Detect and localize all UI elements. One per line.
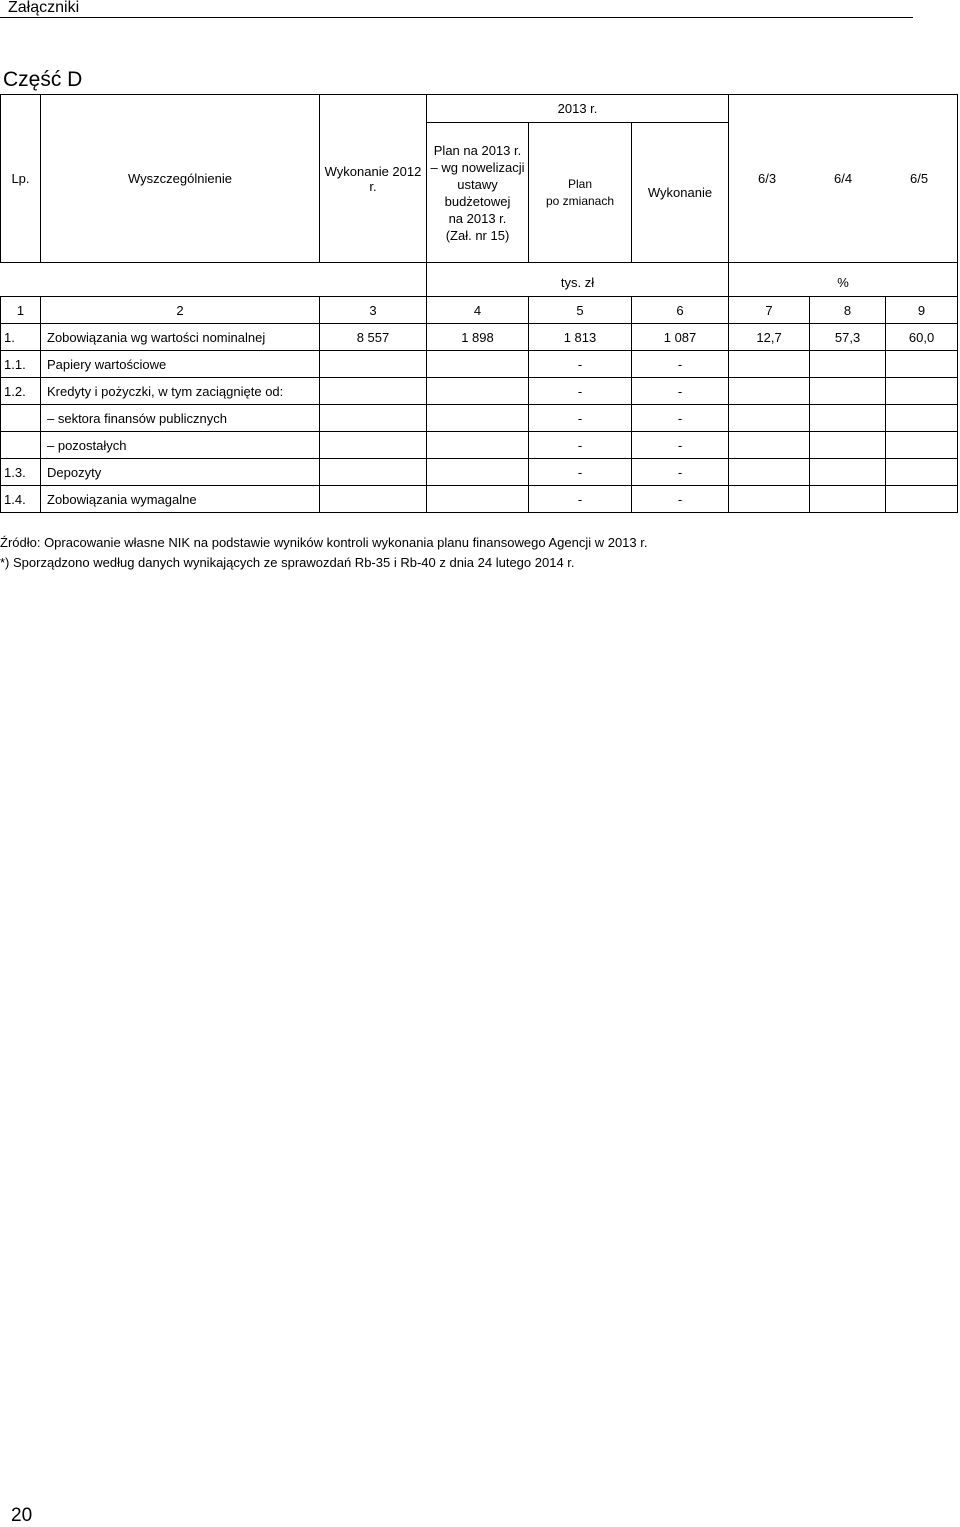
row-lp <box>1 432 41 459</box>
table-row <box>1 432 958 459</box>
row-value: - <box>529 486 632 513</box>
header-ratio-6-3: 6/3 <box>757 171 777 186</box>
row-value: - <box>529 432 632 459</box>
row-value: - <box>529 378 632 405</box>
section-title: Część D <box>3 68 83 91</box>
row-value <box>320 459 427 486</box>
row-value: 12,7 <box>729 324 810 351</box>
row-description: Papiery wartościowe <box>41 351 320 378</box>
row-value: 1 087 <box>632 324 729 351</box>
row-value <box>320 486 427 513</box>
table-row <box>1 378 958 405</box>
col-number-3: 3 <box>320 297 427 324</box>
page-header-title: Załączniki <box>8 0 80 16</box>
row-value: 1 813 <box>529 324 632 351</box>
page-number: 20 <box>11 1505 33 1526</box>
row-value <box>427 459 529 486</box>
row-value <box>810 432 886 459</box>
row-value <box>810 351 886 378</box>
header-plan-2013 <box>427 123 529 263</box>
row-value <box>427 486 529 513</box>
row-value <box>729 459 810 486</box>
header-plan-line: ustawy <box>457 176 498 192</box>
row-lp: 1. <box>1 324 41 351</box>
header-lp: Lp. <box>1 95 41 263</box>
header-description: Wyszczególnienie <box>41 95 320 263</box>
row-lp <box>1 405 41 432</box>
header-plan-line: Plan na 2013 r. <box>433 142 522 158</box>
header-plan-after-line: Plan <box>567 176 593 191</box>
table-row <box>1 405 958 432</box>
unit-thousand-pln: tys. zł <box>427 263 729 297</box>
row-value <box>886 432 958 459</box>
header-plan-line: budżetowej <box>444 193 511 209</box>
col-number-1: 1 <box>1 297 41 324</box>
header-divider <box>0 17 913 18</box>
row-value <box>886 405 958 432</box>
row-value: - <box>529 405 632 432</box>
row-value <box>729 378 810 405</box>
liabilities-table <box>0 94 958 513</box>
header-ratio-6-5: 6/5 <box>909 171 929 186</box>
col-number-9: 9 <box>886 297 958 324</box>
row-value <box>729 405 810 432</box>
row-value: - <box>632 432 729 459</box>
row-description: – pozostałych <box>41 432 320 459</box>
footnote: *) Sporządzono według danych wynikających ze sprawozdań Rb-35 i Rb-40 z dnia 24 lutego 2014 r. <box>0 555 575 570</box>
row-lp: 1.2. <box>1 378 41 405</box>
header-ratio-6-4: 6/4 <box>833 171 853 186</box>
col-number-6: 6 <box>632 297 729 324</box>
row-value <box>729 432 810 459</box>
row-value: 60,0 <box>886 324 958 351</box>
row-value <box>886 378 958 405</box>
row-value <box>810 486 886 513</box>
header-plan-after-line: po zmianach <box>545 193 615 208</box>
row-description: Depozyty <box>41 459 320 486</box>
row-description: – sektora finansów publicznych <box>41 405 320 432</box>
header-plan-after-changes <box>529 123 632 263</box>
row-value: - <box>529 459 632 486</box>
row-value <box>729 351 810 378</box>
row-value <box>320 378 427 405</box>
row-value <box>810 405 886 432</box>
row-value <box>729 486 810 513</box>
row-lp: 1.1. <box>1 351 41 378</box>
unit-percent: % <box>729 263 958 297</box>
header-ratios <box>729 95 958 263</box>
row-description: Zobowiązania wg wartości nominalnej <box>41 324 320 351</box>
row-lp: 1.3. <box>1 459 41 486</box>
row-value <box>427 405 529 432</box>
table-row <box>1 351 958 378</box>
row-value <box>320 351 427 378</box>
row-value <box>886 351 958 378</box>
col-number-8: 8 <box>810 297 886 324</box>
row-value <box>427 351 529 378</box>
row-value <box>886 486 958 513</box>
row-value: 57,3 <box>810 324 886 351</box>
col-number-2: 2 <box>41 297 320 324</box>
row-value <box>320 405 427 432</box>
header-plan-line: na 2013 r. <box>448 210 507 226</box>
row-value <box>427 378 529 405</box>
row-description: Kredyty i pożyczki, w tym zaciągnięte od: <box>41 378 320 405</box>
row-value <box>320 432 427 459</box>
header-execution-2013: Wykonanie <box>632 123 729 263</box>
row-value: 1 898 <box>427 324 529 351</box>
row-value: - <box>632 378 729 405</box>
table-row <box>1 459 958 486</box>
row-value: 8 557 <box>320 324 427 351</box>
table-row <box>1 486 958 513</box>
header-year: 2013 r. <box>427 95 729 123</box>
row-lp: 1.4. <box>1 486 41 513</box>
header-plan-line: (Zał. nr 15) <box>445 227 510 243</box>
table-notes <box>0 533 647 573</box>
row-value <box>810 459 886 486</box>
row-value <box>886 459 958 486</box>
col-number-5: 5 <box>529 297 632 324</box>
row-description: Zobowiązania wymagalne <box>41 486 320 513</box>
table-row <box>1 324 958 351</box>
col-number-4: 4 <box>427 297 529 324</box>
row-value <box>427 432 529 459</box>
row-value: - <box>632 459 729 486</box>
row-value <box>810 378 886 405</box>
unit-spacer <box>1 263 427 297</box>
row-value: - <box>632 351 729 378</box>
row-value: - <box>529 351 632 378</box>
header-execution-2012: Wykonanie 2012 r. <box>320 95 427 263</box>
row-value: - <box>632 405 729 432</box>
header-plan-line: – wg nowelizacji <box>430 159 525 175</box>
source-note: Źródło: Opracowanie własne NIK na podstawie wyników kontroli wykonania planu finansowego Agencji w 2013 r. <box>0 535 648 550</box>
col-number-7: 7 <box>729 297 810 324</box>
row-value: - <box>632 486 729 513</box>
